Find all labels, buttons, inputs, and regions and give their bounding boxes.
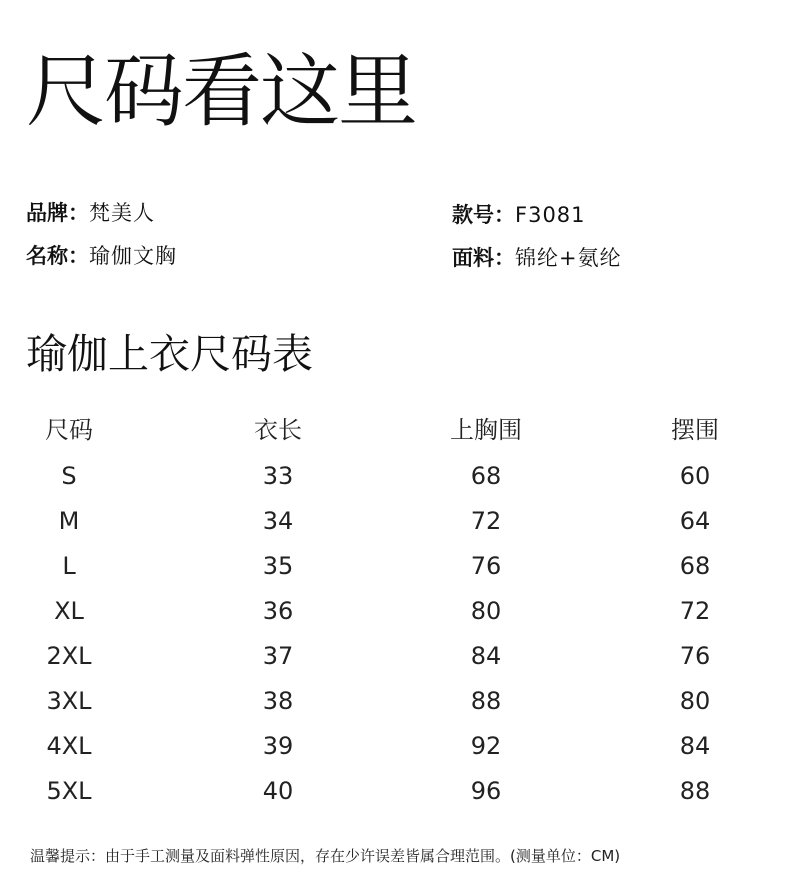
bust-cell: 96: [470, 776, 502, 805]
size-cell: 2XL: [46, 641, 92, 670]
length-cell: 37: [262, 641, 294, 670]
material-value: 锦纶+氨纶: [515, 246, 622, 270]
size-cell: L: [62, 551, 76, 580]
hem-cell: 84: [679, 731, 711, 760]
length-cell: 34: [262, 506, 294, 535]
bust-cell: 68: [470, 461, 502, 490]
table-header-row: [0, 407, 790, 453]
length-cell: 35: [262, 551, 294, 580]
length-cell: 38: [262, 686, 294, 715]
header-length: 衣长: [254, 416, 302, 444]
size-cell: 3XL: [46, 686, 92, 715]
brand-value: 梵美人: [89, 201, 155, 225]
bust-cell: 80: [470, 596, 502, 625]
size-cell: S: [61, 461, 77, 490]
header-size: 尺码: [45, 416, 93, 444]
header-bust: 上胸围: [450, 416, 522, 444]
table-row: [0, 633, 790, 678]
size-cell: XL: [54, 596, 84, 625]
product-name-label: 名称：: [26, 244, 89, 268]
table-row: [0, 678, 790, 723]
header-hem: 摆围: [671, 416, 719, 444]
size-cell: 4XL: [46, 731, 92, 760]
material-label: 面料：: [452, 246, 515, 270]
hem-cell: 76: [679, 641, 711, 670]
table-row: [0, 498, 790, 543]
brand-label: 品牌：: [26, 201, 89, 225]
bust-cell: 72: [470, 506, 502, 535]
product-name-value: 瑜伽文胸: [89, 244, 177, 268]
hem-cell: 64: [679, 506, 711, 535]
hem-cell: 60: [679, 461, 711, 490]
length-cell: 33: [262, 461, 294, 490]
footer-note: 温馨提示：由于手工测量及面料弹性原因，存在少许误差皆属合理范围。(测量单位：CM): [30, 847, 621, 865]
style-number-info: [452, 205, 586, 226]
product-name-info: [26, 246, 177, 267]
hem-cell: 80: [679, 686, 711, 715]
length-cell: 39: [262, 731, 294, 760]
section-title: 瑜伽上衣尺码表: [26, 330, 313, 378]
length-cell: 36: [262, 596, 294, 625]
table-body: [0, 453, 790, 813]
length-cell: 40: [262, 776, 294, 805]
bust-cell: 84: [470, 641, 502, 670]
material-info: [452, 248, 622, 269]
bust-cell: 88: [470, 686, 502, 715]
size-cell: 5XL: [46, 776, 92, 805]
table-row: [0, 723, 790, 768]
hem-cell: 88: [679, 776, 711, 805]
style-number-value: F3081: [515, 203, 586, 227]
bust-cell: 92: [470, 731, 502, 760]
table-row: [0, 588, 790, 633]
brand-info: [26, 203, 155, 224]
hem-cell: 72: [679, 596, 711, 625]
table-row: [0, 768, 790, 813]
size-table: [0, 407, 790, 813]
size-cell: M: [58, 506, 80, 535]
page-title: 尺码看这里: [26, 45, 416, 138]
table-row: [0, 543, 790, 588]
bust-cell: 76: [470, 551, 502, 580]
hem-cell: 68: [679, 551, 711, 580]
table-row: [0, 453, 790, 498]
style-number-label: 款号：: [452, 203, 515, 227]
